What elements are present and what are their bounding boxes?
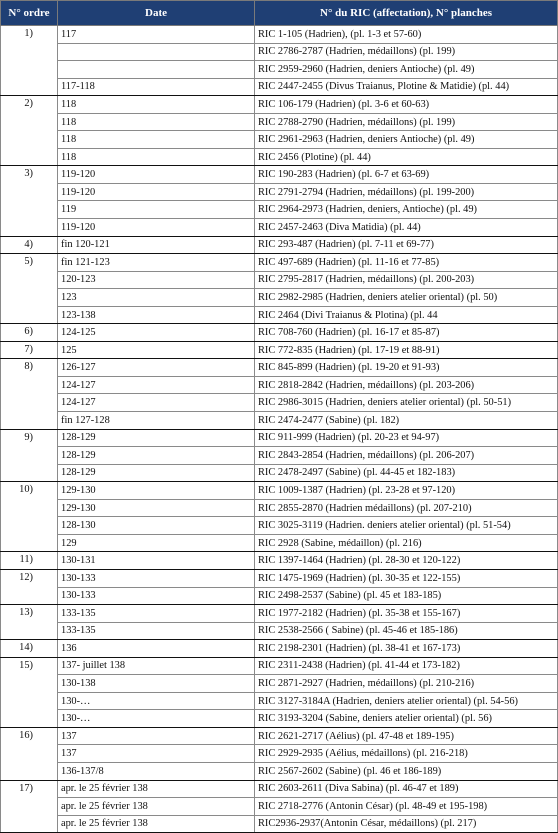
ric-cell: RIC 2986-3015 (Hadrien, deniers atelier oriental) (pl. 50-51) <box>255 394 558 412</box>
date-cell: 124-125 <box>58 324 255 342</box>
ric-cell: RIC 2855-2870 (Hadrien médaillons) (pl. 207-210) <box>255 499 558 517</box>
table-row <box>1 96 558 114</box>
table-row <box>1 657 558 675</box>
ric-cell: RIC 2447-2455 (Divus Traianus, Plotine & Matidie) (pl. 44) <box>255 78 558 96</box>
header-ordre: N° ordre <box>1 1 58 26</box>
table-row <box>1 359 558 377</box>
table-row <box>1 289 558 307</box>
ric-cell: RIC 1009-1387 (Hadrien) (pl. 23-28 et 97-120) <box>255 482 558 500</box>
date-cell: 120-123 <box>58 271 255 289</box>
ric-cell: RIC 845-899 (Hadrien) (pl. 19-20 et 91-93) <box>255 359 558 377</box>
ric-cell: RIC 2456 (Plotine) (pl. 44) <box>255 148 558 166</box>
date-cell: 118 <box>58 131 255 149</box>
table-row <box>1 412 558 430</box>
date-cell: 136 <box>58 640 255 658</box>
table-header <box>1 1 558 26</box>
ric-cell: RIC 1977-2182 (Hadrien) (pl. 35-38 et 155-167) <box>255 605 558 623</box>
ric-cell: RIC 2959-2960 (Hadrien, deniers Antioche) (pl. 49) <box>255 61 558 79</box>
ric-cell: RIC 2929-2935 (Aélius, médaillons) (pl. 216-218) <box>255 745 558 763</box>
ric-cell: RIC 2964-2973 (Hadrien, deniers, Antioche) (pl. 49) <box>255 201 558 219</box>
date-cell: 137- juillet 138 <box>58 657 255 675</box>
date-cell: 128-130 <box>58 517 255 535</box>
table-row <box>1 78 558 96</box>
table-row <box>1 815 558 833</box>
table-body <box>1 26 558 833</box>
ric-cell: RIC 3025-3119 (Hadrien. deniers atelier oriental) (pl. 51-54) <box>255 517 558 535</box>
table-row <box>1 341 558 359</box>
date-cell: 129-130 <box>58 499 255 517</box>
table-row <box>1 710 558 728</box>
table-row <box>1 534 558 552</box>
ordre-cell: 11) <box>1 552 58 570</box>
header-row <box>1 1 558 26</box>
ric-cell: RIC 106-179 (Hadrien) (pl. 3-6 et 60-63) <box>255 96 558 114</box>
ordre-cell: 7) <box>1 341 58 359</box>
ric-cell: RIC 3127-3184A (Hadrien, deniers atelier oriental) (pl. 54-56) <box>255 692 558 710</box>
ric-cell: RIC 911-999 (Hadrien) (pl. 20-23 et 94-97) <box>255 429 558 447</box>
ric-cell: RIC 2498-2537 (Sabine) (pl. 45 et 183-185) <box>255 587 558 605</box>
ric-cell: RIC 2786-2787 (Hadrien, médaillons) (pl. 199) <box>255 43 558 61</box>
ordre-cell: 17) <box>1 780 58 833</box>
ordre-cell: 13) <box>1 605 58 640</box>
ric-cell: RIC 2718-2776 (Antonin César) (pl. 48-49 et 195-198) <box>255 798 558 816</box>
table-row <box>1 798 558 816</box>
table-row <box>1 148 558 166</box>
date-cell: 130-133 <box>58 569 255 587</box>
ordre-cell: 1) <box>1 26 58 96</box>
ordre-cell: 12) <box>1 569 58 604</box>
ric-cell: RIC 2961-2963 (Hadrien, deniers Antioche) (pl. 49) <box>255 131 558 149</box>
table-row <box>1 219 558 237</box>
date-cell: 133-135 <box>58 622 255 640</box>
table-row <box>1 692 558 710</box>
table-row <box>1 429 558 447</box>
ric-cell: RIC 772-835 (Hadrien) (pl. 17-19 et 88-91) <box>255 341 558 359</box>
ric-cell: RIC 2871-2927 (Hadrien, médaillons) (pl. 210-216) <box>255 675 558 693</box>
date-cell: 128-129 <box>58 447 255 465</box>
ordre-cell: 8) <box>1 359 58 429</box>
ric-cell: RIC 2474-2477 (Sabine) (pl. 182) <box>255 412 558 430</box>
date-cell: 129-130 <box>58 482 255 500</box>
table-row <box>1 482 558 500</box>
table-row <box>1 254 558 272</box>
ric-cell: RIC 190-283 (Hadrien) (pl. 6-7 et 63-69) <box>255 166 558 184</box>
table-row <box>1 605 558 623</box>
date-cell: fin 121-123 <box>58 254 255 272</box>
header-ric: N° du RIC (affectation), N° planches <box>255 1 558 26</box>
date-cell: 123-138 <box>58 306 255 324</box>
date-cell: 137 <box>58 745 255 763</box>
date-cell: 124-127 <box>58 376 255 394</box>
table-row <box>1 675 558 693</box>
ric-cell: RIC 2538-2566 ( Sabine) (pl. 45-46 et 185-186) <box>255 622 558 640</box>
table-row <box>1 306 558 324</box>
date-cell: 129 <box>58 534 255 552</box>
ric-cell: RIC 2795-2817 (Hadrien, médaillons) (pl. 200-203) <box>255 271 558 289</box>
ric-cell: RIC 497-689 (Hadrien) (pl. 11-16 et 77-85) <box>255 254 558 272</box>
date-cell: 123 <box>58 289 255 307</box>
ric-cell: RIC 2311-2438 (Hadrien) (pl. 41-44 et 173-182) <box>255 657 558 675</box>
table-row <box>1 26 558 44</box>
table-row <box>1 464 558 482</box>
table-row <box>1 131 558 149</box>
date-cell: 118 <box>58 148 255 166</box>
table-row <box>1 727 558 745</box>
ric-cell: RIC2936-2937(Antonin César, médaillons) (pl. 217) <box>255 815 558 833</box>
table-row <box>1 394 558 412</box>
ric-cell: RIC 293-487 (Hadrien) (pl. 7-11 et 69-77) <box>255 236 558 254</box>
table-row <box>1 587 558 605</box>
date-cell: 117-118 <box>58 78 255 96</box>
ordre-cell: 4) <box>1 236 58 254</box>
table-row <box>1 324 558 342</box>
ric-cell: RIC 708-760 (Hadrien) (pl. 16-17 et 85-87) <box>255 324 558 342</box>
date-cell: 130-… <box>58 692 255 710</box>
date-cell: 118 <box>58 96 255 114</box>
ric-cell: RIC 2621-2717 (Aélius) (pl. 47-48 et 189-195) <box>255 727 558 745</box>
table-row <box>1 780 558 798</box>
table-row <box>1 166 558 184</box>
ric-cell: RIC 2928 (Sabine, médaillon) (pl. 216) <box>255 534 558 552</box>
date-cell: 117 <box>58 26 255 44</box>
ric-cell: RIC 2791-2794 (Hadrien, médaillons) (pl. 199-200) <box>255 183 558 201</box>
table-row <box>1 113 558 131</box>
table-row <box>1 745 558 763</box>
ordre-cell: 14) <box>1 640 58 658</box>
date-cell: 119 <box>58 201 255 219</box>
date-cell: 130-133 <box>58 587 255 605</box>
date-cell: 118 <box>58 113 255 131</box>
date-cell: apr. le 25 février 138 <box>58 780 255 798</box>
ordre-cell: 15) <box>1 657 58 727</box>
ric-cell: RIC 1397-1464 (Hadrien) (pl. 28-30 et 120-122) <box>255 552 558 570</box>
table-row <box>1 447 558 465</box>
ric-cell: RIC 2843-2854 (Hadrien, médaillons) (pl. 206-207) <box>255 447 558 465</box>
date-cell: 136-137/8 <box>58 762 255 780</box>
table-row <box>1 183 558 201</box>
ric-cell: RIC 2788-2790 (Hadrien, médaillons) (pl. 199) <box>255 113 558 131</box>
table-row <box>1 517 558 535</box>
table-row <box>1 569 558 587</box>
date-cell: fin 120-121 <box>58 236 255 254</box>
table-row <box>1 622 558 640</box>
ordre-cell: 16) <box>1 727 58 780</box>
date-cell: apr. le 25 février 138 <box>58 815 255 833</box>
ric-cell: RIC 2982-2985 (Hadrien, deniers atelier oriental) (pl. 50) <box>255 289 558 307</box>
date-cell: 128-129 <box>58 429 255 447</box>
ric-cell: RIC 1-105 (Hadrien), (pl. 1-3 et 57-60) <box>255 26 558 44</box>
ordre-cell: 3) <box>1 166 58 236</box>
ric-cell: RIC 1475-1969 (Hadrien) (pl. 30-35 et 122-155) <box>255 569 558 587</box>
ordre-cell: 5) <box>1 254 58 324</box>
ric-cell: RIC 2457-2463 (Diva Matidia) (pl. 44) <box>255 219 558 237</box>
date-cell: 125 <box>58 341 255 359</box>
date-cell: 126-127 <box>58 359 255 377</box>
ric-cell: RIC 2464 (Divi Traianus & Plotina) (pl. 44 <box>255 306 558 324</box>
table-row <box>1 236 558 254</box>
ordre-cell: 9) <box>1 429 58 482</box>
ric-cell: RIC 2603-2611 (Diva Sabina) (pl. 46-47 et 189) <box>255 780 558 798</box>
date-cell: fin 127-128 <box>58 412 255 430</box>
table-row <box>1 201 558 219</box>
date-cell: 124-127 <box>58 394 255 412</box>
date-cell: 119-120 <box>58 219 255 237</box>
ric-cell: RIC 3193-3204 (Sabine, deniers atelier oriental) (pl. 56) <box>255 710 558 728</box>
table-row <box>1 640 558 658</box>
ric-cell: RIC 2478-2497 (Sabine) (pl. 44-45 et 182-183) <box>255 464 558 482</box>
ordre-cell: 6) <box>1 324 58 342</box>
date-cell: 137 <box>58 727 255 745</box>
date-cell: 128-129 <box>58 464 255 482</box>
header-date: Date <box>58 1 255 26</box>
ric-cell: RIC 2818-2842 (Hadrien, médaillons) (pl. 203-206) <box>255 376 558 394</box>
table-row <box>1 762 558 780</box>
table-row <box>1 271 558 289</box>
table-row <box>1 43 558 61</box>
ordre-cell: 10) <box>1 482 58 552</box>
date-cell: 133-135 <box>58 605 255 623</box>
date-cell: 119-120 <box>58 183 255 201</box>
date-cell: 130-138 <box>58 675 255 693</box>
date-cell <box>58 61 255 79</box>
table-row <box>1 552 558 570</box>
table-row <box>1 499 558 517</box>
ric-cell: RIC 2567-2602 (Sabine) (pl. 46 et 186-189) <box>255 762 558 780</box>
date-cell: 130-131 <box>58 552 255 570</box>
table-row <box>1 376 558 394</box>
ordre-cell: 2) <box>1 96 58 166</box>
date-cell <box>58 43 255 61</box>
ric-cell: RIC 2198-2301 (Hadrien) (pl. 38-41 et 167-173) <box>255 640 558 658</box>
table-row <box>1 61 558 79</box>
date-cell: apr. le 25 février 138 <box>58 798 255 816</box>
date-cell: 119-120 <box>58 166 255 184</box>
date-cell: 130-… <box>58 710 255 728</box>
